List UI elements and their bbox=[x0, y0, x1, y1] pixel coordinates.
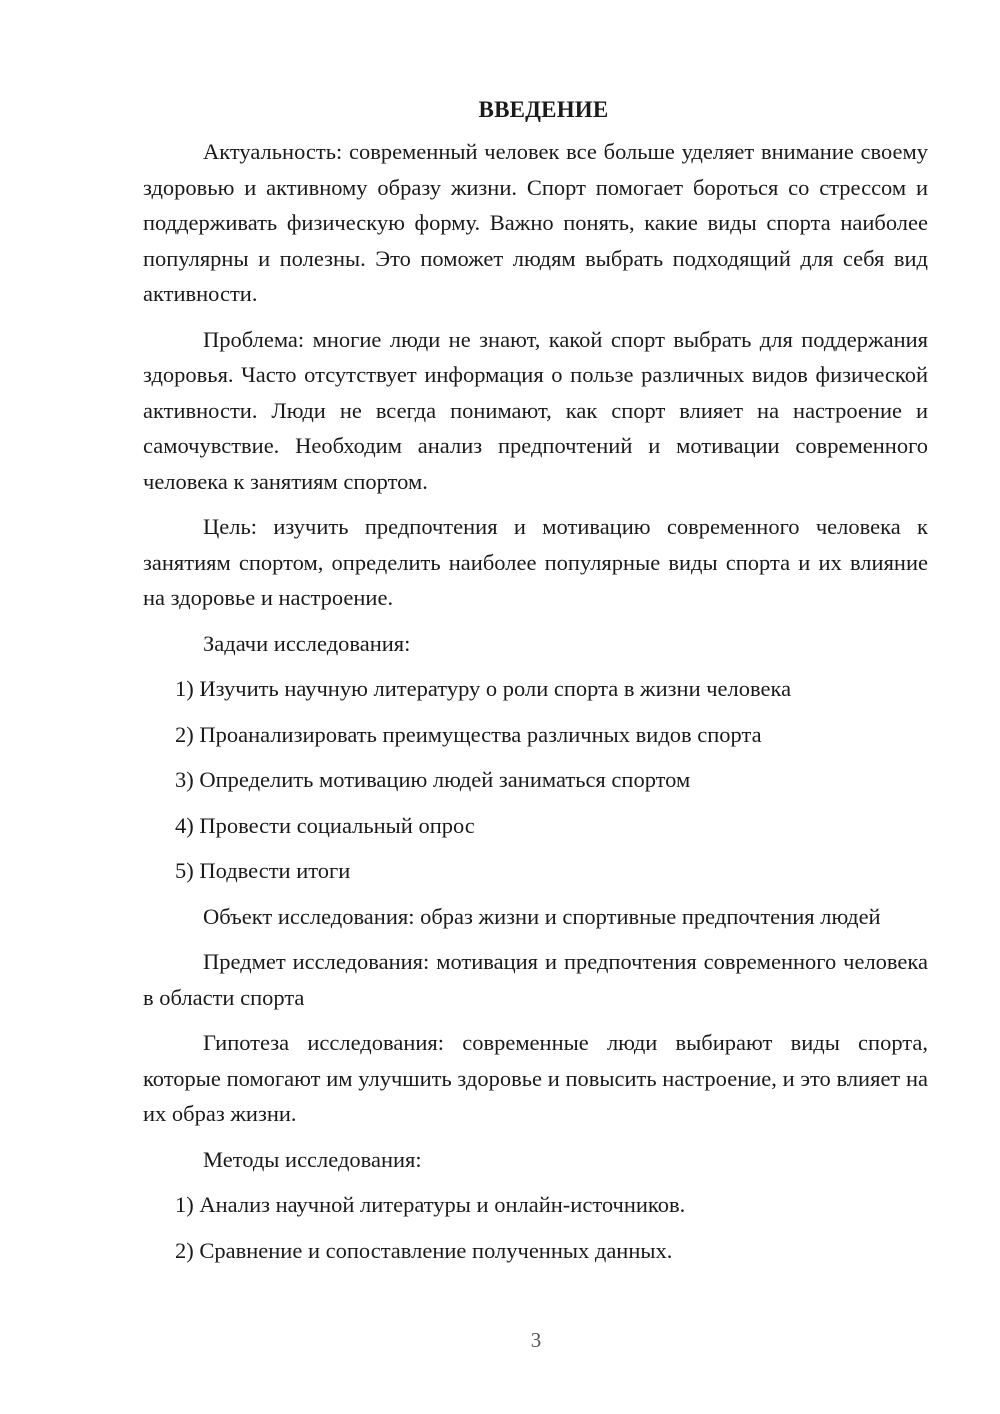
method-item: 2) Сравнение и сопоставление полученных данных. bbox=[175, 1237, 673, 1263]
tasks-heading: Задачи исследования: bbox=[203, 630, 411, 656]
task-item: 1) Изучить научную литературу о роли спорта в жизни человека bbox=[175, 676, 792, 701]
task-item: 5) Подвести итоги bbox=[175, 858, 351, 883]
goal-paragraph: Цель: изучить предпочтения и мотивацию современного человека к занятиям спортом, определить наиболее популярные виды спорта и их влияние на здоровье и настроение. bbox=[143, 514, 928, 610]
method-item: 1) Анализ научной литературы и онлайн-источников. bbox=[175, 1192, 686, 1217]
task-item: 4) Провести социальный опрос bbox=[175, 812, 475, 838]
object-paragraph: Объект исследования: образ жизни и спортивные предпочтения людей bbox=[203, 903, 881, 929]
task-item: 2) Проанализировать преимущества различных видов спорта bbox=[175, 721, 762, 747]
page-number: 3 bbox=[530, 1328, 542, 1352]
hypothesis-paragraph: Гипотеза исследования: современные люди выбирают виды спорта, которые помогают им улучшить здоровье и повысить настроение, и это влияет на их образ жизни. bbox=[143, 1030, 928, 1126]
methods-heading: Методы исследования: bbox=[203, 1146, 422, 1172]
document-page bbox=[143, 92, 928, 1278]
relevance-paragraph: Актуальность: современный человек все больше уделяет внимание своему здоровью и активному образу жизни. Спорт помогает бороться со стрессом и поддерживать физическую форму. Важно понять, какие виды спорта наиболее популярны и полезны. Это поможет людям выбрать подходящий для себя вид активности. bbox=[143, 139, 928, 306]
subject-paragraph: Предмет исследования: мотивация и предпочтения современного человека в области спорта bbox=[143, 949, 928, 1010]
problem-paragraph: Проблема: многие люди не знают, какой спорт выбрать для поддержания здоровья. Часто отсутствует информация о пользе различных видов физической активности. Люди не всегда понимают, как спорт влияет на настроение и самочувствие. Необходим анализ предпочтений и мотивации современного человека к занятиям спортом. bbox=[143, 326, 928, 494]
section-title: ВВЕДЕНИЕ bbox=[478, 97, 609, 122]
task-item: 3) Определить мотивацию людей заниматься спортом bbox=[175, 767, 691, 792]
